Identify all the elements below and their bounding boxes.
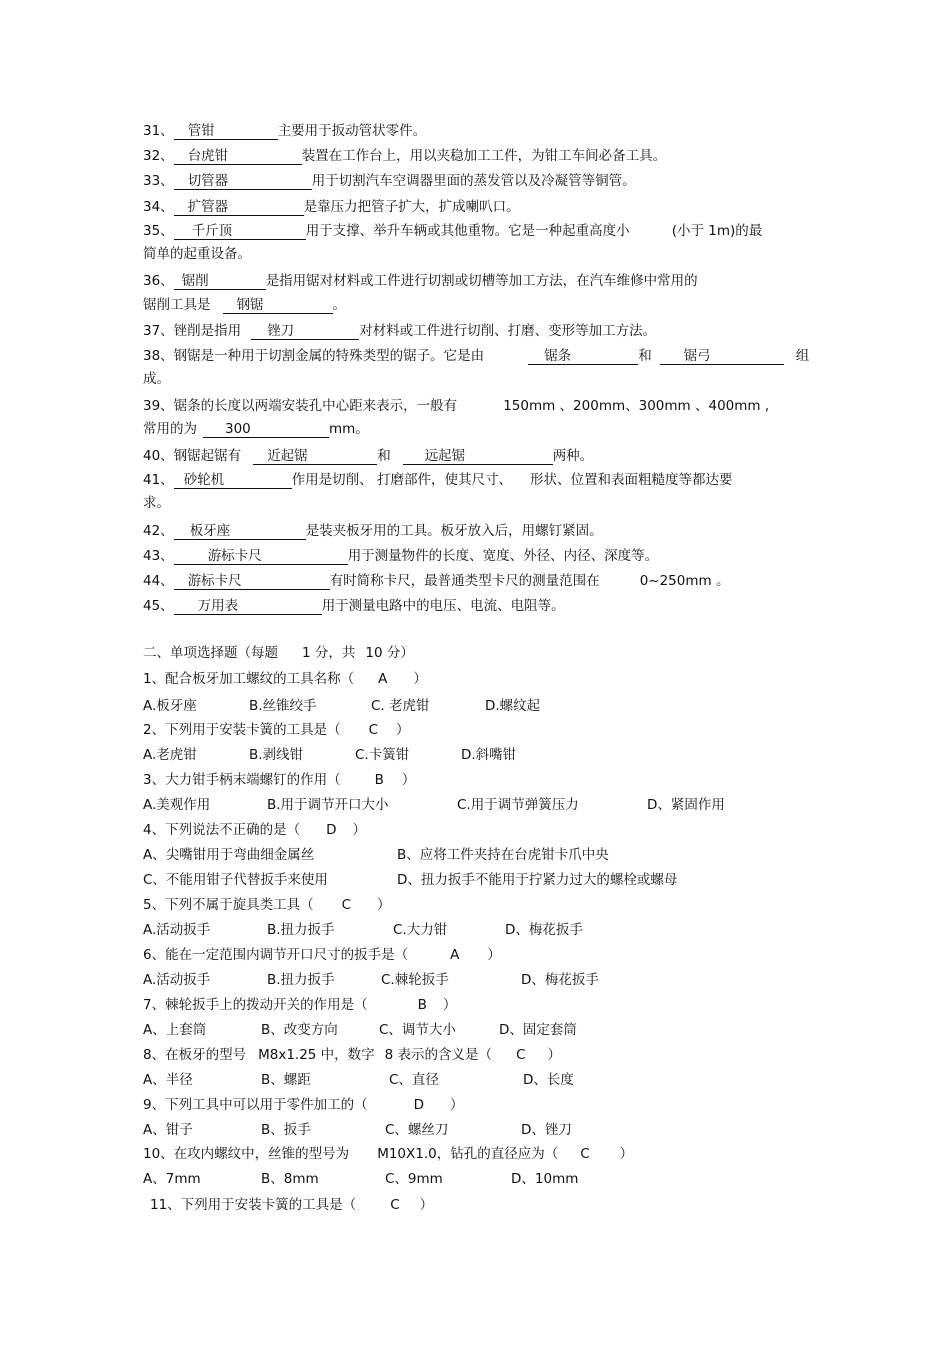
answer-blank: 切管器 — [174, 173, 312, 190]
item-text-cont: 形状、位置和表面粗糙度等都达要 — [529, 472, 733, 488]
question-text: 6、能在一定范围内调节开口尺寸的扳手是（ — [143, 947, 409, 963]
item-text: 40、钢锯起锯有 — [143, 448, 242, 464]
item-text: 37、锉削是指用 — [143, 323, 242, 339]
answer-blank: 近起锯 — [253, 448, 377, 465]
fill-item-43 — [143, 547, 658, 565]
option-b: B.剥线钳 — [249, 747, 304, 763]
item-number: 36、 — [143, 273, 174, 289]
answer-blank: 钢锯 — [223, 297, 333, 314]
question-text: 8、在板牙的型号 — [143, 1047, 247, 1063]
answer-letter: C — [368, 722, 379, 738]
answer-blank: 管钳 — [174, 123, 278, 140]
item-text: 主要用于扳动管状零件。 — [277, 123, 427, 139]
question-text: 10、在攻内螺纹中，丝锥的型号为 — [143, 1146, 350, 1162]
question-9: 9、下列工具中可以用于零件加工的（ D ） — [143, 1097, 464, 1113]
item-number: 35、 — [143, 223, 174, 239]
option-d: D、锉刀 — [521, 1122, 572, 1138]
question-text: 2、下列用于安装卡簧的工具是（ — [143, 722, 341, 738]
option-c: C.用于调节弹簧压力 — [457, 797, 579, 813]
fill-item-39 — [143, 397, 769, 415]
option-d: D、固定套筒 — [499, 1022, 577, 1038]
option-b: B.扭力扳手 — [267, 922, 335, 938]
item-number: 33、 — [143, 173, 174, 189]
fill-item-35-line2: 简单的起重设备。 — [143, 246, 251, 262]
item-number: 32、 — [143, 148, 174, 164]
option-c: C、调节大小 — [379, 1022, 456, 1038]
item-number: 41、 — [143, 472, 174, 488]
item-text: 用于测量物件的长度、宽度、外径、内径、深度等。 — [347, 548, 659, 564]
option-d: D、紧固作用 — [647, 797, 725, 813]
option-c: C、不能用钳子代替扳手来使用 — [143, 872, 328, 888]
item-text: 有时简称卡尺，最普通类型卡尺的测量范围在 — [329, 573, 600, 589]
option-b: B.用于调节开口大小 — [267, 797, 389, 813]
option-a: A、上套筒 — [143, 1022, 207, 1038]
answer-blank: 锯条 — [528, 348, 638, 365]
item-text: 150mm 、200mm、300mm 、400mm , — [503, 398, 770, 414]
option-c: C、螺丝刀 — [385, 1122, 449, 1138]
option-a: A.老虎钳 — [143, 747, 197, 763]
item-number: 45、 — [143, 598, 174, 614]
option-d: D.斜嘴钳 — [461, 747, 517, 763]
item-text: 两种。 — [552, 448, 594, 464]
option-d: D、梅花扳手 — [505, 922, 583, 938]
answer-blank-2: 锯弓 — [660, 348, 784, 365]
item-number: 42、 — [143, 523, 174, 539]
option-b: B、应将工件夹持在台虎钳卡爪中央 — [397, 847, 609, 863]
item-text: 39、锯条的长度以两端安装孔中心距来表示，一般有 — [143, 398, 458, 414]
question-11: 11、下列用于安装卡簧的工具是（ C ） — [150, 1197, 434, 1213]
option-a: A.活动扳手 — [143, 922, 211, 938]
item-text: 。 — [332, 297, 346, 313]
option-c: C.卡簧钳 — [355, 747, 410, 763]
answer-blank: 板牙座 — [174, 523, 306, 540]
question-5: 5、下列不属于旋具类工具（ C ） — [143, 897, 391, 913]
question-4: 4、下列说法不正确的是（ D ） — [143, 822, 366, 838]
answer-letter: B — [374, 772, 384, 788]
option-c: C、9mm — [385, 1171, 443, 1187]
fill-item-35 — [143, 222, 762, 240]
item-text: 组 — [795, 348, 810, 364]
item-text: 38、钢锯是一种用于切割金属的特殊类型的锯子。它是由 — [143, 348, 485, 364]
fill-item-39-line2 — [143, 420, 369, 438]
options-4b — [143, 871, 677, 889]
item-text: 是靠压力把管子扩大，扩成喇叭口。 — [303, 199, 520, 215]
fill-item-38 — [143, 347, 809, 365]
option-a: A.板牙座 — [143, 698, 197, 714]
fill-item-42 — [143, 522, 603, 540]
question-6: 6、能在一定范围内调节开口尺寸的扳手是（ A ） — [143, 947, 501, 963]
option-b: B.丝锥绞手 — [249, 698, 317, 714]
answer-blank: 游标卡尺 — [174, 573, 330, 590]
question-text: 3、大力钳手柄末端螺钉的作用（ — [143, 772, 341, 788]
option-a: A、钳子 — [143, 1122, 193, 1138]
answer-blank: 游标卡尺 — [174, 548, 348, 565]
item-text: 对材料或工件进行切削、打磨、变形等加工方法。 — [359, 323, 657, 339]
answer-letter: A — [450, 947, 460, 963]
fill-item-36-line2 — [143, 296, 346, 314]
fill-item-31 — [143, 122, 426, 140]
item-text: 作用是切削、 打磨部件，使其尺寸、 — [291, 472, 512, 488]
answer-blank: 扩管器 — [174, 199, 304, 216]
fill-item-34 — [143, 198, 520, 216]
option-b: B、扳手 — [261, 1122, 311, 1138]
question-text: 1、配合板牙加工螺纹的工具名称（ — [143, 671, 355, 687]
item-text: 锯削工具是 — [143, 297, 211, 313]
options-10 — [143, 1170, 578, 1188]
fill-item-36 — [143, 272, 698, 290]
options-6 — [143, 971, 599, 989]
fill-item-40 — [143, 447, 593, 465]
section-title: 二、单项选择题（每题 1 分，共 10 分） — [143, 645, 414, 661]
question-10: 10、在攻内螺纹中，丝锥的型号为 M10X1.0，钻孔的直径应为（ C ） — [143, 1146, 634, 1162]
item-text-cont: (小于 1m)的最 — [671, 223, 763, 239]
answer-blank: 300 — [203, 421, 329, 438]
question-text: 5、下列不属于旋具类工具（ — [143, 897, 314, 913]
option-a: A、半径 — [143, 1072, 193, 1088]
options-3 — [143, 796, 725, 814]
option-c: C、直径 — [389, 1072, 439, 1088]
option-b: B、8mm — [261, 1171, 319, 1187]
item-text: 是指用锯对材料或工件进行切割或切槽等加工方法，在汽车维修中常用的 — [265, 273, 698, 289]
item-text: 装置在工作台上，用以夹稳加工工件，为钳工车间必备工具。 — [301, 148, 667, 164]
fill-item-44 — [143, 572, 729, 590]
answer-letter: C — [390, 1197, 400, 1213]
question-8: 8、在板牙的型号 M8x1.25 中，数字 8 表示的含义是（ C ） — [143, 1047, 561, 1063]
answer-blank-2: 远起锯 — [403, 448, 553, 465]
item-number: 44、 — [143, 573, 174, 589]
answer-letter: C — [580, 1146, 590, 1162]
answer-blank: 千斤顶 — [174, 223, 306, 240]
options-2 — [143, 746, 516, 764]
fill-item-41-line2: 求。 — [143, 495, 170, 511]
option-c: C. 老虎钳 — [371, 698, 430, 714]
answer-blank: 台虎钳 — [174, 148, 302, 165]
option-c: C.大力钳 — [393, 922, 448, 938]
option-a: A.活动扳手 — [143, 972, 211, 988]
answer-letter: D — [413, 1097, 424, 1113]
option-a: A.美观作用 — [143, 797, 211, 813]
fill-item-37 — [143, 322, 656, 340]
option-a: A、尖嘴钳用于弯曲细金属丝 — [143, 847, 315, 863]
item-text: 和 — [377, 448, 391, 464]
option-d: D、扭力扳手不能用于拧紧力过大的螺栓或螺母 — [397, 872, 678, 888]
option-d: D、10mm — [511, 1171, 579, 1187]
fill-item-41 — [143, 471, 732, 489]
option-d: D、长度 — [523, 1072, 574, 1088]
option-b: B、螺距 — [261, 1072, 311, 1088]
answer-letter: D — [326, 822, 337, 838]
question-1: 1、配合板牙加工螺纹的工具名称（ A ） — [143, 671, 427, 687]
item-text: 常用的为 — [143, 421, 197, 437]
answer-blank: 砂轮机 — [174, 472, 292, 489]
options-7 — [143, 1021, 577, 1039]
item-text-cont: 0~250mm 。 — [639, 573, 730, 589]
item-text: 用于切割汽车空调器里面的蒸发管以及冷凝管等铜管。 — [311, 173, 636, 189]
option-c: C.棘轮扳手 — [381, 972, 449, 988]
answer-blank: 万用表 — [174, 598, 322, 615]
fill-item-45 — [143, 597, 565, 615]
options-1 — [143, 697, 540, 715]
option-d: D.螺纹起 — [485, 698, 541, 714]
answer-letter: A — [378, 671, 388, 687]
option-d: D、梅花扳手 — [521, 972, 599, 988]
question-text: 9、下列工具中可以用于零件加工的（ — [143, 1097, 368, 1113]
option-b: B.扭力扳手 — [267, 972, 335, 988]
answer-letter: C — [341, 897, 352, 913]
item-text: 用于测量电路中的电压、电流、电阻等。 — [321, 598, 565, 614]
options-4a — [143, 846, 609, 864]
question-text: 4、下列说法不正确的是（ — [143, 822, 301, 838]
item-number: 34、 — [143, 199, 174, 215]
item-text: mm。 — [329, 421, 369, 437]
answer-blank: 锯削 — [174, 273, 266, 290]
answer-letter: B — [417, 997, 427, 1013]
option-a: A、7mm — [143, 1171, 201, 1187]
item-text: 是装夹板牙用的工具。板牙放入后，用螺钉紧固。 — [305, 523, 603, 539]
item-number: 31、 — [143, 123, 174, 139]
options-8 — [143, 1071, 574, 1089]
fill-item-33 — [143, 172, 636, 190]
question-text: 11、下列用于安装卡簧的工具是（ — [150, 1197, 357, 1213]
options-9 — [143, 1121, 572, 1139]
item-number: 43、 — [143, 548, 174, 564]
fill-item-32 — [143, 147, 666, 165]
question-2: 2、下列用于安装卡簧的工具是（ C ） — [143, 722, 410, 738]
option-b: B、改变方向 — [261, 1022, 338, 1038]
question-7: 7、棘轮扳手上的拨动开关的作用是（ B ） — [143, 997, 457, 1013]
options-5 — [143, 921, 583, 939]
question-3: 3、大力钳手柄末端螺钉的作用（ B ） — [143, 772, 416, 788]
item-text: 用于支撑、举升车辆或其他重物。它是一种起重高度小 — [305, 223, 630, 239]
answer-letter: C — [516, 1047, 526, 1063]
question-text: 7、棘轮扳手上的拨动开关的作用是（ — [143, 997, 368, 1013]
item-text: 和 — [638, 348, 652, 364]
answer-blank: 锉刀 — [251, 323, 359, 340]
fill-item-38-line2: 成。 — [143, 371, 170, 387]
